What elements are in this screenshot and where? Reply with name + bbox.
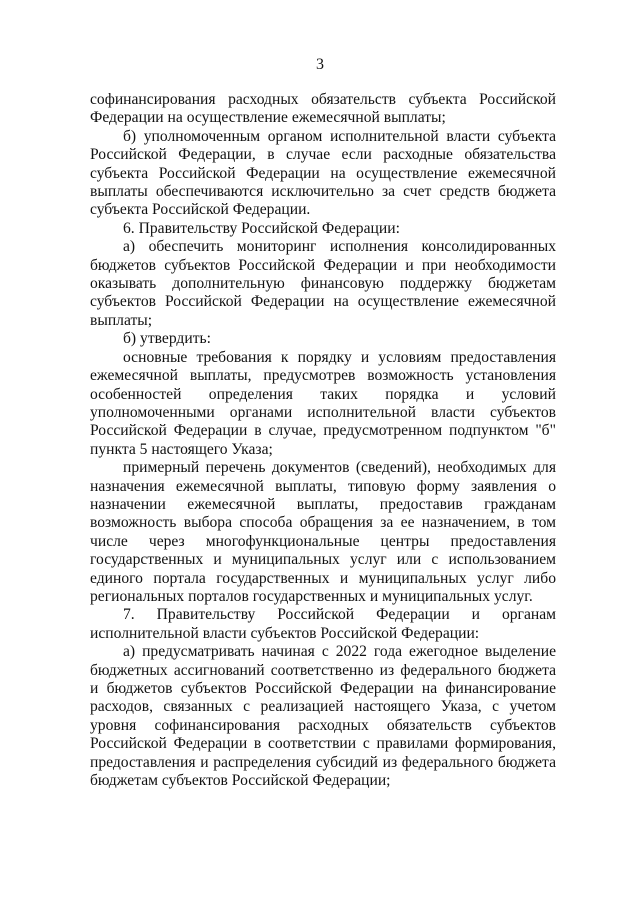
paragraph-continuation: софинансирования расходных обязательств субъекта Российской Федерации на осуществление ежемесячной выплаты;: [90, 91, 556, 127]
document-body: [90, 91, 556, 790]
paragraph-6a: а) обеспечить мониторинг исполнения консолидированных бюджетов субъектов Российской Федерации и при необходимости оказывать дополнительную финансовую поддержку бюджетам субъектов Российской Федерации на осуществление ежемесячной выплаты;: [90, 238, 556, 329]
paragraph-6b-documents: примерный перечень документов (сведений), необходимых для назначения ежемесячной выплаты, типовую форму заявления о назначении ежемесячной выплаты, предоставив гражданам возможность выбора способа обращения за ее назначением, в том числе через многофункциональные центры предоставления государственных и муниципальных услуг или с использованием единого портала государственных и муниципальных услуг либо региональных порталов государственных и муниципальных услуг.: [90, 459, 556, 605]
paragraph-6b: б) утвердить:: [123, 330, 211, 348]
paragraph-6-heading: 6. Правительству Российской Федерации:: [123, 219, 400, 237]
paragraph-7-heading: 7. Правительству Российской Федерации и органам исполнительной власти субъектов Российской Федерации:: [90, 606, 556, 642]
page-number: 3: [316, 56, 324, 73]
paragraph-7a: а) предусматривать начиная с 2022 года ежегодное выделение бюджетных ассигнований соответственно из федерального бюджета и бюджетов субъектов Российской Федерации на финансирование расходов, связанных с реализацией настоящего Указа, с учетом уровня софинансирования расходных обязательств субъектов Российской Федерации в соответствии с правилами формирования, предоставления и распределения субсидий из федерального бюджета бюджетам субъектов Российской Федерации;: [90, 643, 556, 790]
paragraph-5b: б) уполномоченным органом исполнительной власти субъекта Российской Федерации, в случае если расходные обязательства субъекта Российской Федерации на осуществление ежемесячной выплаты обеспечиваются исключительно за счет средств бюджета субъекта Российской Федерации.: [90, 127, 556, 219]
paragraph-6b-requirements: основные требования к порядку и условиям предоставления ежемесячной выплаты, предусмотрев возможность установления особенностей определения таких порядка и условий уполномоченными органами исполнительной власти субъектов Российской Федерации в случае, предусмотренном подпунктом "б" пункта 5 настоящего Указа;: [90, 348, 556, 458]
